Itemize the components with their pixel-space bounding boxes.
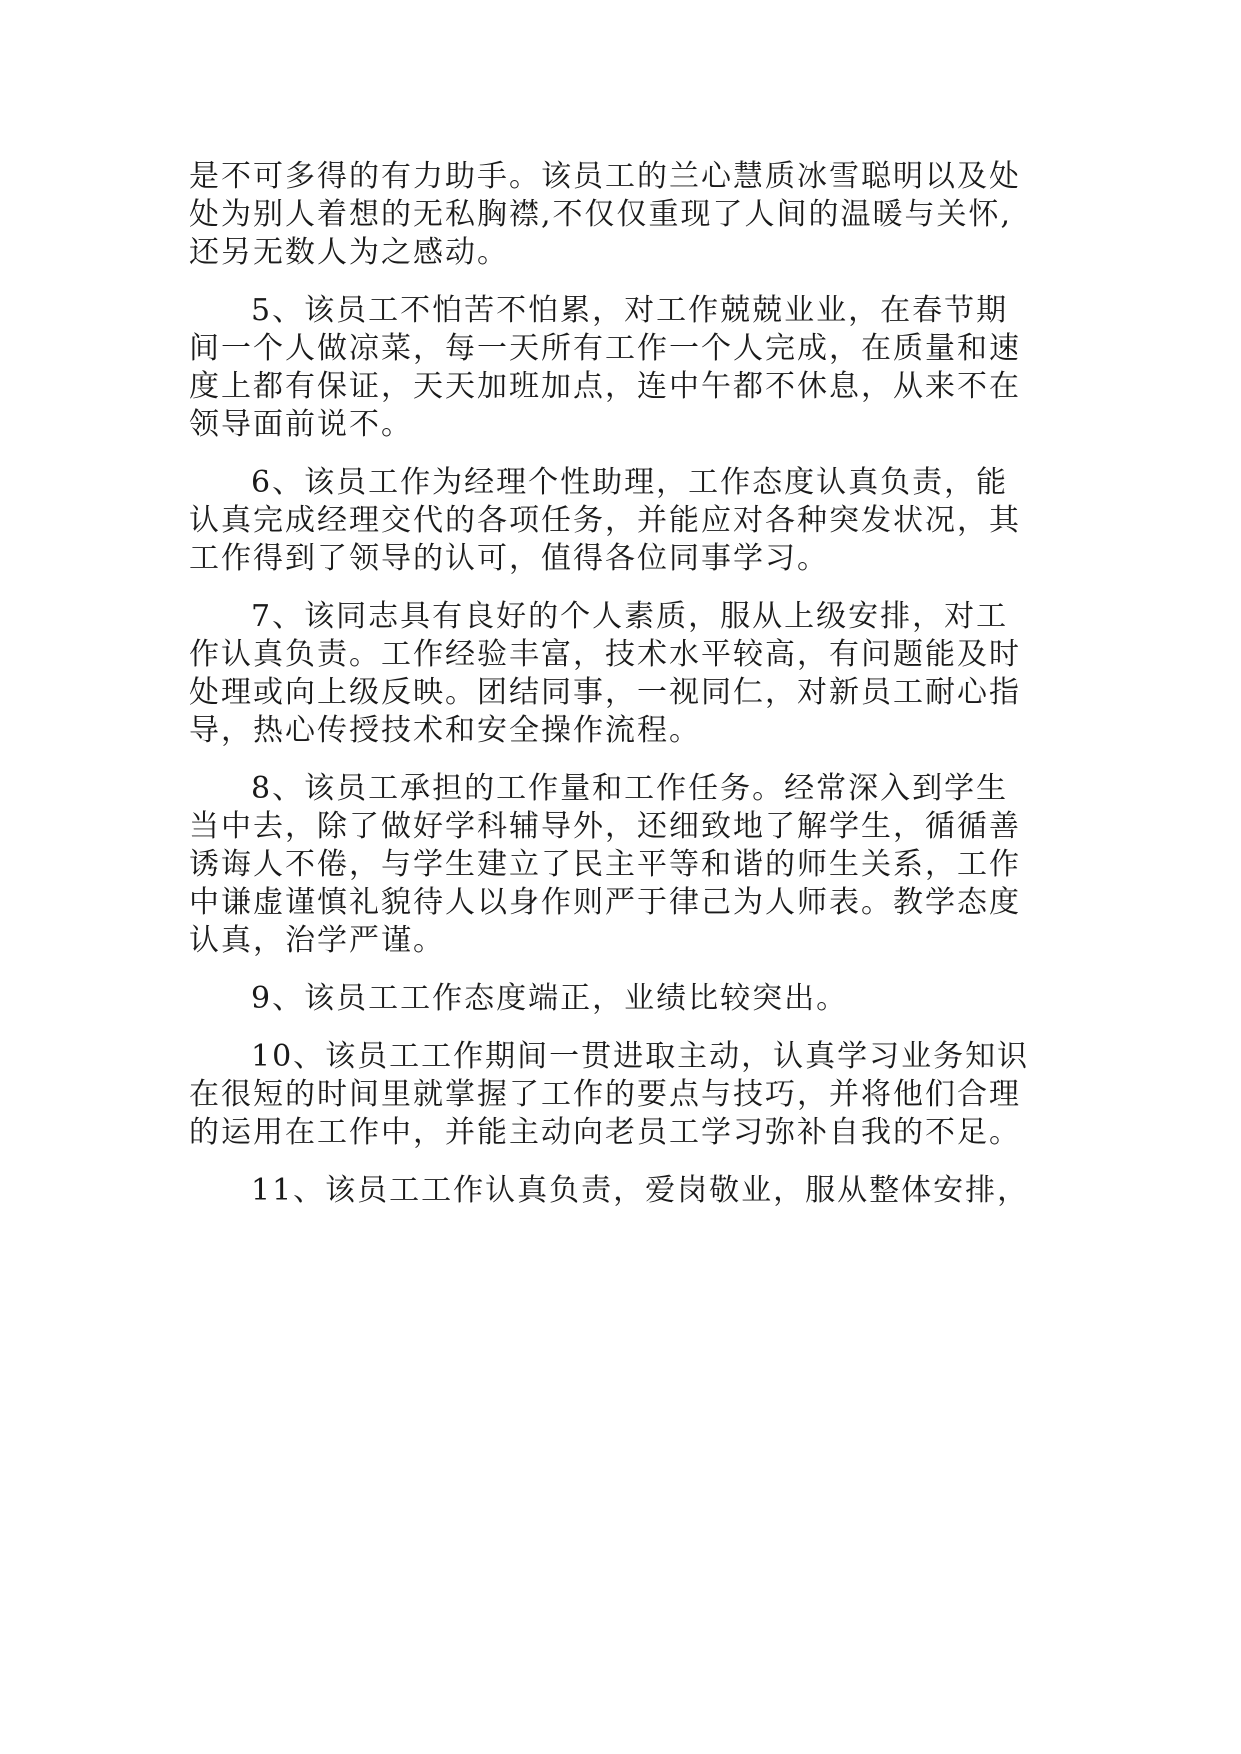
paragraph-1 — [189, 158, 1089, 272]
paragraph-11 — [189, 1172, 1089, 1210]
text-line: 6、该员工作为经理个性助理，工作态度认真负责，能 — [251, 465, 1009, 500]
text-line: 的运用在工作中，并能主动向老员工学习弥补自我的不足。 — [189, 1115, 1021, 1150]
paragraph-5 — [189, 292, 1089, 444]
text-line: 度上都有保证，天天加班加点，连中午都不休息，从来不在 — [189, 369, 1021, 404]
document-body — [189, 158, 1089, 1210]
text-line: 11、该员工工作认真负责，爱岗敬业，服从整体安排， — [251, 1173, 1030, 1208]
text-line: 间一个人做凉菜，每一天所有工作一个人完成，在质量和速 — [189, 331, 1021, 366]
paragraph-8 — [189, 770, 1089, 960]
text-line: 7、该同志具有良好的个人素质，服从上级安排，对工 — [251, 599, 1009, 634]
text-line: 处为别人着想的无私胸襟,不仅仅重现了人间的温暖与关怀, — [189, 197, 1013, 232]
text-line: 中谦虚谨慎礼貌待人以身作则严于律己为人师表。教学态度 — [189, 885, 1021, 920]
text-line: 10、该员工工作期间一贯进取主动，认真学习业务知识 — [251, 1039, 1030, 1074]
text-line: 还另无数人为之感动。 — [189, 235, 509, 270]
paragraph-7 — [189, 598, 1089, 750]
text-line: 认真完成经理交代的各项任务，并能应对各种突发状况，其 — [189, 503, 1021, 538]
text-line: 当中去，除了做好学科辅导外，还细致地了解学生，循循善 — [189, 809, 1021, 844]
text-line: 在很短的时间里就掌握了工作的要点与技巧，并将他们合理 — [189, 1077, 1021, 1112]
paragraph-10 — [189, 1038, 1089, 1152]
text-line: 诱诲人不倦，与学生建立了民主平等和谐的师生关系，工作 — [189, 847, 1021, 882]
text-line: 8、该员工承担的工作量和工作任务。经常深入到学生 — [251, 771, 1009, 806]
text-line: 认真，治学严谨。 — [189, 923, 445, 958]
text-line: 处理或向上级反映。团结同事，一视同仁，对新员工耐心指 — [189, 675, 1021, 710]
paragraph-6 — [189, 464, 1089, 578]
text-line: 作认真负责。工作经验丰富，技术水平较高，有问题能及时 — [189, 637, 1021, 672]
text-line: 5、该员工不怕苦不怕累，对工作兢兢业业，在春节期 — [251, 293, 1009, 328]
text-line: 是不可多得的有力助手。该员工的兰心慧质冰雪聪明以及处 — [189, 159, 1021, 194]
text-line: 导，热心传授技术和安全操作流程。 — [189, 713, 701, 748]
text-line: 领导面前说不。 — [189, 407, 413, 442]
text-line: 9、该员工工作态度端正，业绩比较突出。 — [251, 981, 849, 1016]
text-line: 工作得到了领导的认可，值得各位同事学习。 — [189, 541, 829, 576]
paragraph-9 — [189, 980, 1089, 1018]
